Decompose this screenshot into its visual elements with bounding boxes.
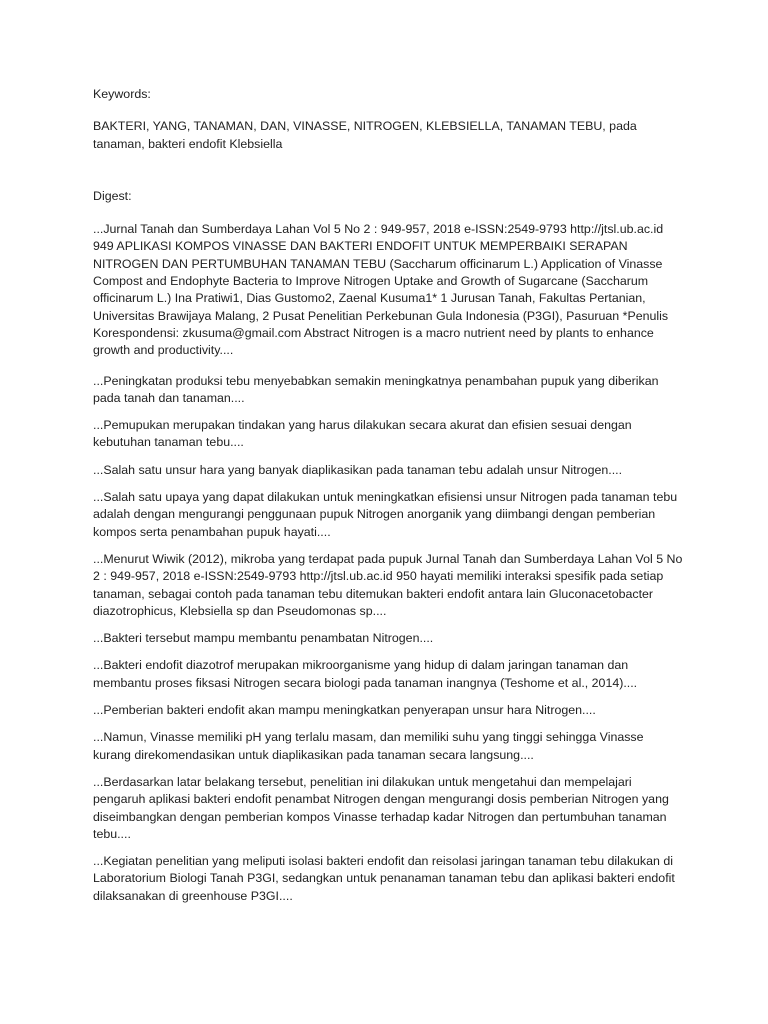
- digest-paragraph: ...Salah satu unsur hara yang banyak diaplikasikan pada tanaman tebu adalah unsur Nitrogen....: [93, 462, 623, 477]
- digest-paragraph: ...Peningkatan produksi tebu menyebabkan semakin meningkatnya penambahan pupuk yang diberikan pada tanah dan tanaman....: [93, 373, 659, 405]
- digest-paragraph: ...Jurnal Tanah dan Sumberdaya Lahan Vol 5 No 2 : 949-957, 2018 e-ISSN:2549-9793 http://jtsl.ub.ac.id 949 APLIKASI KOMPOS VINASSE DAN BAKTERI ENDOFIT UNTUK MEMPERBAIKI SERAPAN NITROGEN DAN PERTUMBUHAN TANAMAN TEBU (Saccharum officinarum L.) Application of Vinasse Compost and Endophyte Bacteria to Improve Nitrogen Uptake and Growth of Sugarcane (Saccharum officinarum L.) Ina Pratiwi1, Dias Gustomo2, Zaenal Kusuma1* 1 Jurusan Tanah, Fakultas Pertanian, Universitas Brawijaya Malang, 2 Pusat Penelitian Perkebunan Gula Indonesia (P3GI), Pasuruan *Penulis Korespondensi: zkusuma@gmail.com Abstract Nitrogen is a macro nutrient need by plants to enhance growth and productivity....: [93, 222, 669, 358]
- digest-paragraph: ...Pemupukan merupakan tindakan yang harus dilakukan secara akurat dan efisien sesuai dengan kebutuhan tanaman tebu....: [93, 418, 632, 450]
- keywords-text: BAKTERI, YANG, TANAMAN, DAN, VINASSE, NITROGEN, KLEBSIELLA, TANAMAN TEBU, pada tanaman, bakteri endofit Klebsiella: [93, 119, 637, 151]
- digest-paragraph: ...Bakteri endofit diazotrof merupakan mikroorganisme yang hidup di dalam jaringan tanaman dan membantu proses fiksasi Nitrogen secara biologi pada tanaman inangnya (Teshome et al., 2014)....: [93, 658, 638, 690]
- digest-body: [93, 221, 683, 905]
- document-page: [93, 86, 683, 915]
- digest-paragraph: ...Pemberian bakteri endofit akan mampu meningkatkan penyerapan unsur hara Nitrogen....: [93, 703, 596, 718]
- digest-paragraph: ...Kegiatan penelitian yang meliputi isolasi bakteri endofit dan reisolasi jaringan tanaman tebu dilakukan di Laboratorium Biologi Tanah P3GI, sedangkan untuk penanaman tanaman tebu dan aplikasi bakteri endofit dilaksanakan di greenhouse P3GI....: [93, 854, 675, 903]
- digest-paragraph: ...Namun, Vinasse memiliki pH yang terlalu masam, dan memiliki suhu yang tinggi sehingga Vinasse kurang direkomendasikan untuk diaplikasikan pada tanaman secara langsung....: [93, 730, 644, 762]
- digest-paragraph: ...Salah satu upaya yang dapat dilakukan untuk meningkatkan efisiensi unsur Nitrogen pada tanaman tebu adalah dengan mengurangi penggunaan pupuk Nitrogen anorganik yang diimbangi dengan pemberian kompos serta penambahan pupuk hayati....: [93, 490, 678, 539]
- digest-paragraph: ...Menurut Wiwik (2012), mikroba yang terdapat pada pupuk Jurnal Tanah dan Sumberdaya Lahan Vol 5 No 2 : 949-957, 2018 e-ISSN:2549-9793 http://jtsl.ub.ac.id 950 hayati memiliki interaksi spesifik pada setiap tanaman, sebagai contoh pada tanaman tebu ditemukan bakteri endofit antara lain Gluconacetobacter diazotrophicus, Klebsiella sp dan Pseudomonas sp....: [93, 551, 683, 618]
- digest-paragraph: ...Berdasarkan latar belakang tersebut, penelitian ini dilakukan untuk mengetahui dan mempelajari pengaruh aplikasi bakteri endofit penambat Nitrogen dengan mengurangi dosis pemberian Nitrogen yang diseimbangkan dengan pemberian kompos Vinasse terhadap kadar Nitrogen dan pertumbuhan tanaman tebu....: [93, 774, 669, 841]
- digest-label: Digest:: [93, 188, 132, 203]
- digest-paragraph: ...Bakteri tersebut mampu membantu penambatan Nitrogen....: [93, 631, 434, 646]
- keywords-label: Keywords:: [93, 87, 151, 101]
